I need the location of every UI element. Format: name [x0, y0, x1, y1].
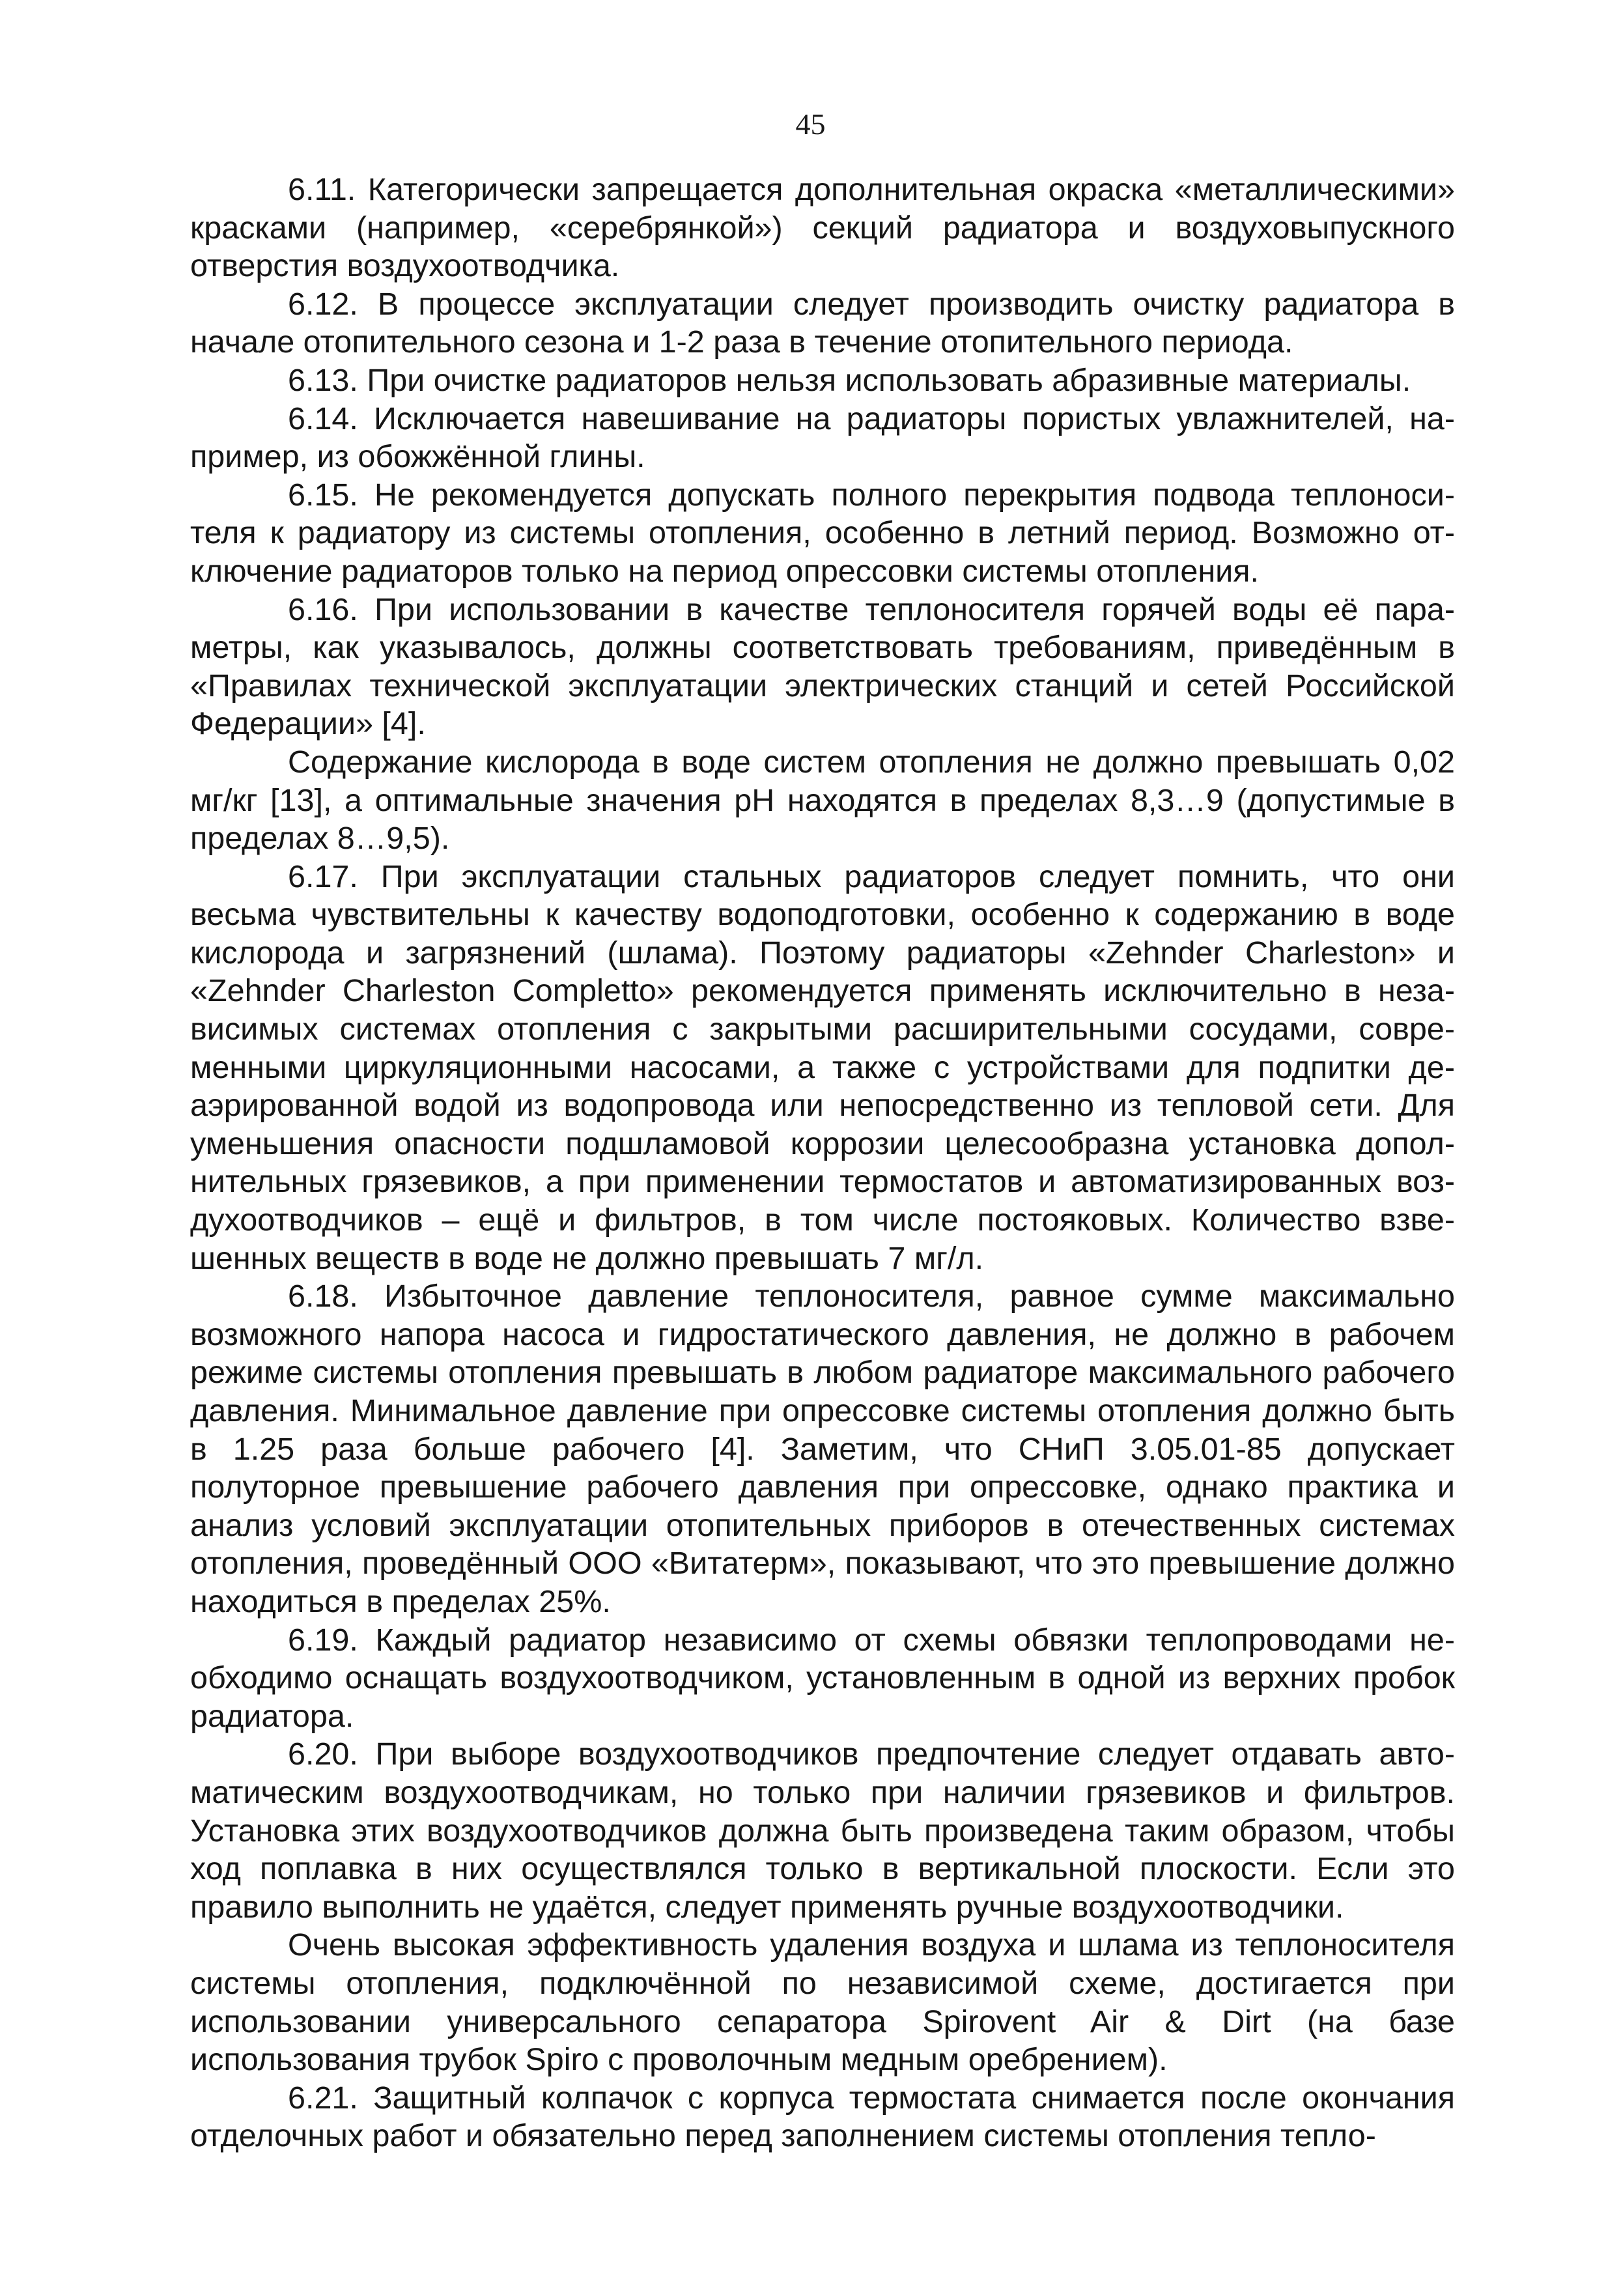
paragraph-6-19: 6.19. Каждый радиатор независимо от схемы обвязки теплопроводами необходимо оснащать воздухоотводчиком, установленным в одной из верхних пробок радиатора.	[190, 1622, 1455, 1734]
page-number: 45	[795, 107, 826, 141]
paragraph-6-16: 6.16. При использовании в качестве теплоносителя горячей воды её параметры, как указывалось, должны соответствовать требованиям, приведённым в «Правилах технической эксплуатации электрических станций и сетей Российской Федерации» [4].	[190, 591, 1455, 742]
paragraph-6-12: 6.12. В процессе эксплуатации следует производить очистку радиатора в начале отопительного сезона и 1-2 раза в течение отопительного периода.	[190, 286, 1455, 360]
paragraph-6-14: 6.14. Исключается навешивание на радиаторы пористых увлажнителей, например, из обожжённой глины.	[190, 401, 1455, 475]
document-body	[190, 171, 1455, 2155]
paragraph-6-21: 6.21. Защитный колпачок с корпуса термостата снимается после окончания отделочных работ и обязательно перед заполнением системы отопления тепло-	[190, 2080, 1455, 2154]
paragraph-oxygen-content: Содержание кислорода в воде систем отопления не должно превышать 0,02 мг/кг [13], а оптимальные значения pH находятся в пределах 8,3…9 (допустимые в пределах 8…9,5).	[190, 744, 1455, 857]
paragraph-6-20: 6.20. При выборе воздухоотводчиков предпочтение следует отдавать автоматическим воздухоотводчикам, но только при наличии грязевиков и фильтров. Установка этих воздухоотводчиков должна быть произведена таким образом, чтобы ход поплавка в них осуществлялся только в вертикальной плоскости. Если это правило выполнить не удаётся, следует применять ручные воздухоотводчики.	[190, 1736, 1455, 1925]
paragraph-separator-efficiency: Очень высокая эффективность удаления воздуха и шлама из теплоносителя системы отопления, подключённой по независимой схеме, достигается при использовании универсального сепаратора Spirovent Air & Dirt (на базе использования трубок Spiro с проволочным медным оребрением).	[190, 1927, 1455, 2078]
paragraph-6-17: 6.17. При эксплуатации стальных радиаторов следует помнить, что они весьма чувствительны к качеству водоподготовки, особенно к содержанию в воде кислорода и загрязнений (шлама). Поэтому радиаторы «Zehnder Charleston» и «Zehnder Charleston Completto» рекомендуется применять исключительно в независимых системах отопления с закрытыми расширительными сосудами, современными циркуляционными насосами, а также с устройствами для подпитки деаэрированной водой из водопровода или непосредственно из тепловой сети. Для уменьшения опасности подшламовой коррозии целесообразна установка дополнительных грязевиков, а при применении термостатов и автоматизированных воздухоотводчиков – ещё и фильтров, в том числе постояковых. Количество взвешенных веществ в воде не должно превышать 7 мг/л.	[190, 858, 1455, 1276]
paragraph-6-15: 6.15. Не рекомендуется допускать полного перекрытия подвода теплоносителя к радиатору из системы отопления, особенно в летний период. Возможно отключение радиаторов только на период опрессовки системы отопления.	[190, 477, 1455, 589]
paragraph-6-11: 6.11. Категорически запрещается дополнительная окраска «металлическими» красками (например, «серебрянкой») секций радиатора и воздуховыпускного отверстия воздухоотводчика.	[190, 172, 1455, 284]
paragraph-6-18: 6.18. Избыточное давление теплоносителя, равное сумме максимально возможного напора насоса и гидростатического давления, не должно в рабочем режиме системы отопления превышать в любом радиаторе максимального рабочего давления. Минимальное давление при опрессовке системы отопления должно быть в 1.25 раза больше рабочего [4]. Заметим, что СНиП 3.05.01-85 допускает полуторное превышение рабочего давления при опрессовке, однако практика и анализ условий эксплуатации отопительных приборов в отечественных системах отопления, проведённый ООО «Витатерм», показывают, что это превышение должно находиться в пределах 25%.	[190, 1279, 1455, 1619]
paragraph-6-13: 6.13. При очистке радиаторов нельзя использовать абразивные материалы.	[288, 362, 1411, 398]
